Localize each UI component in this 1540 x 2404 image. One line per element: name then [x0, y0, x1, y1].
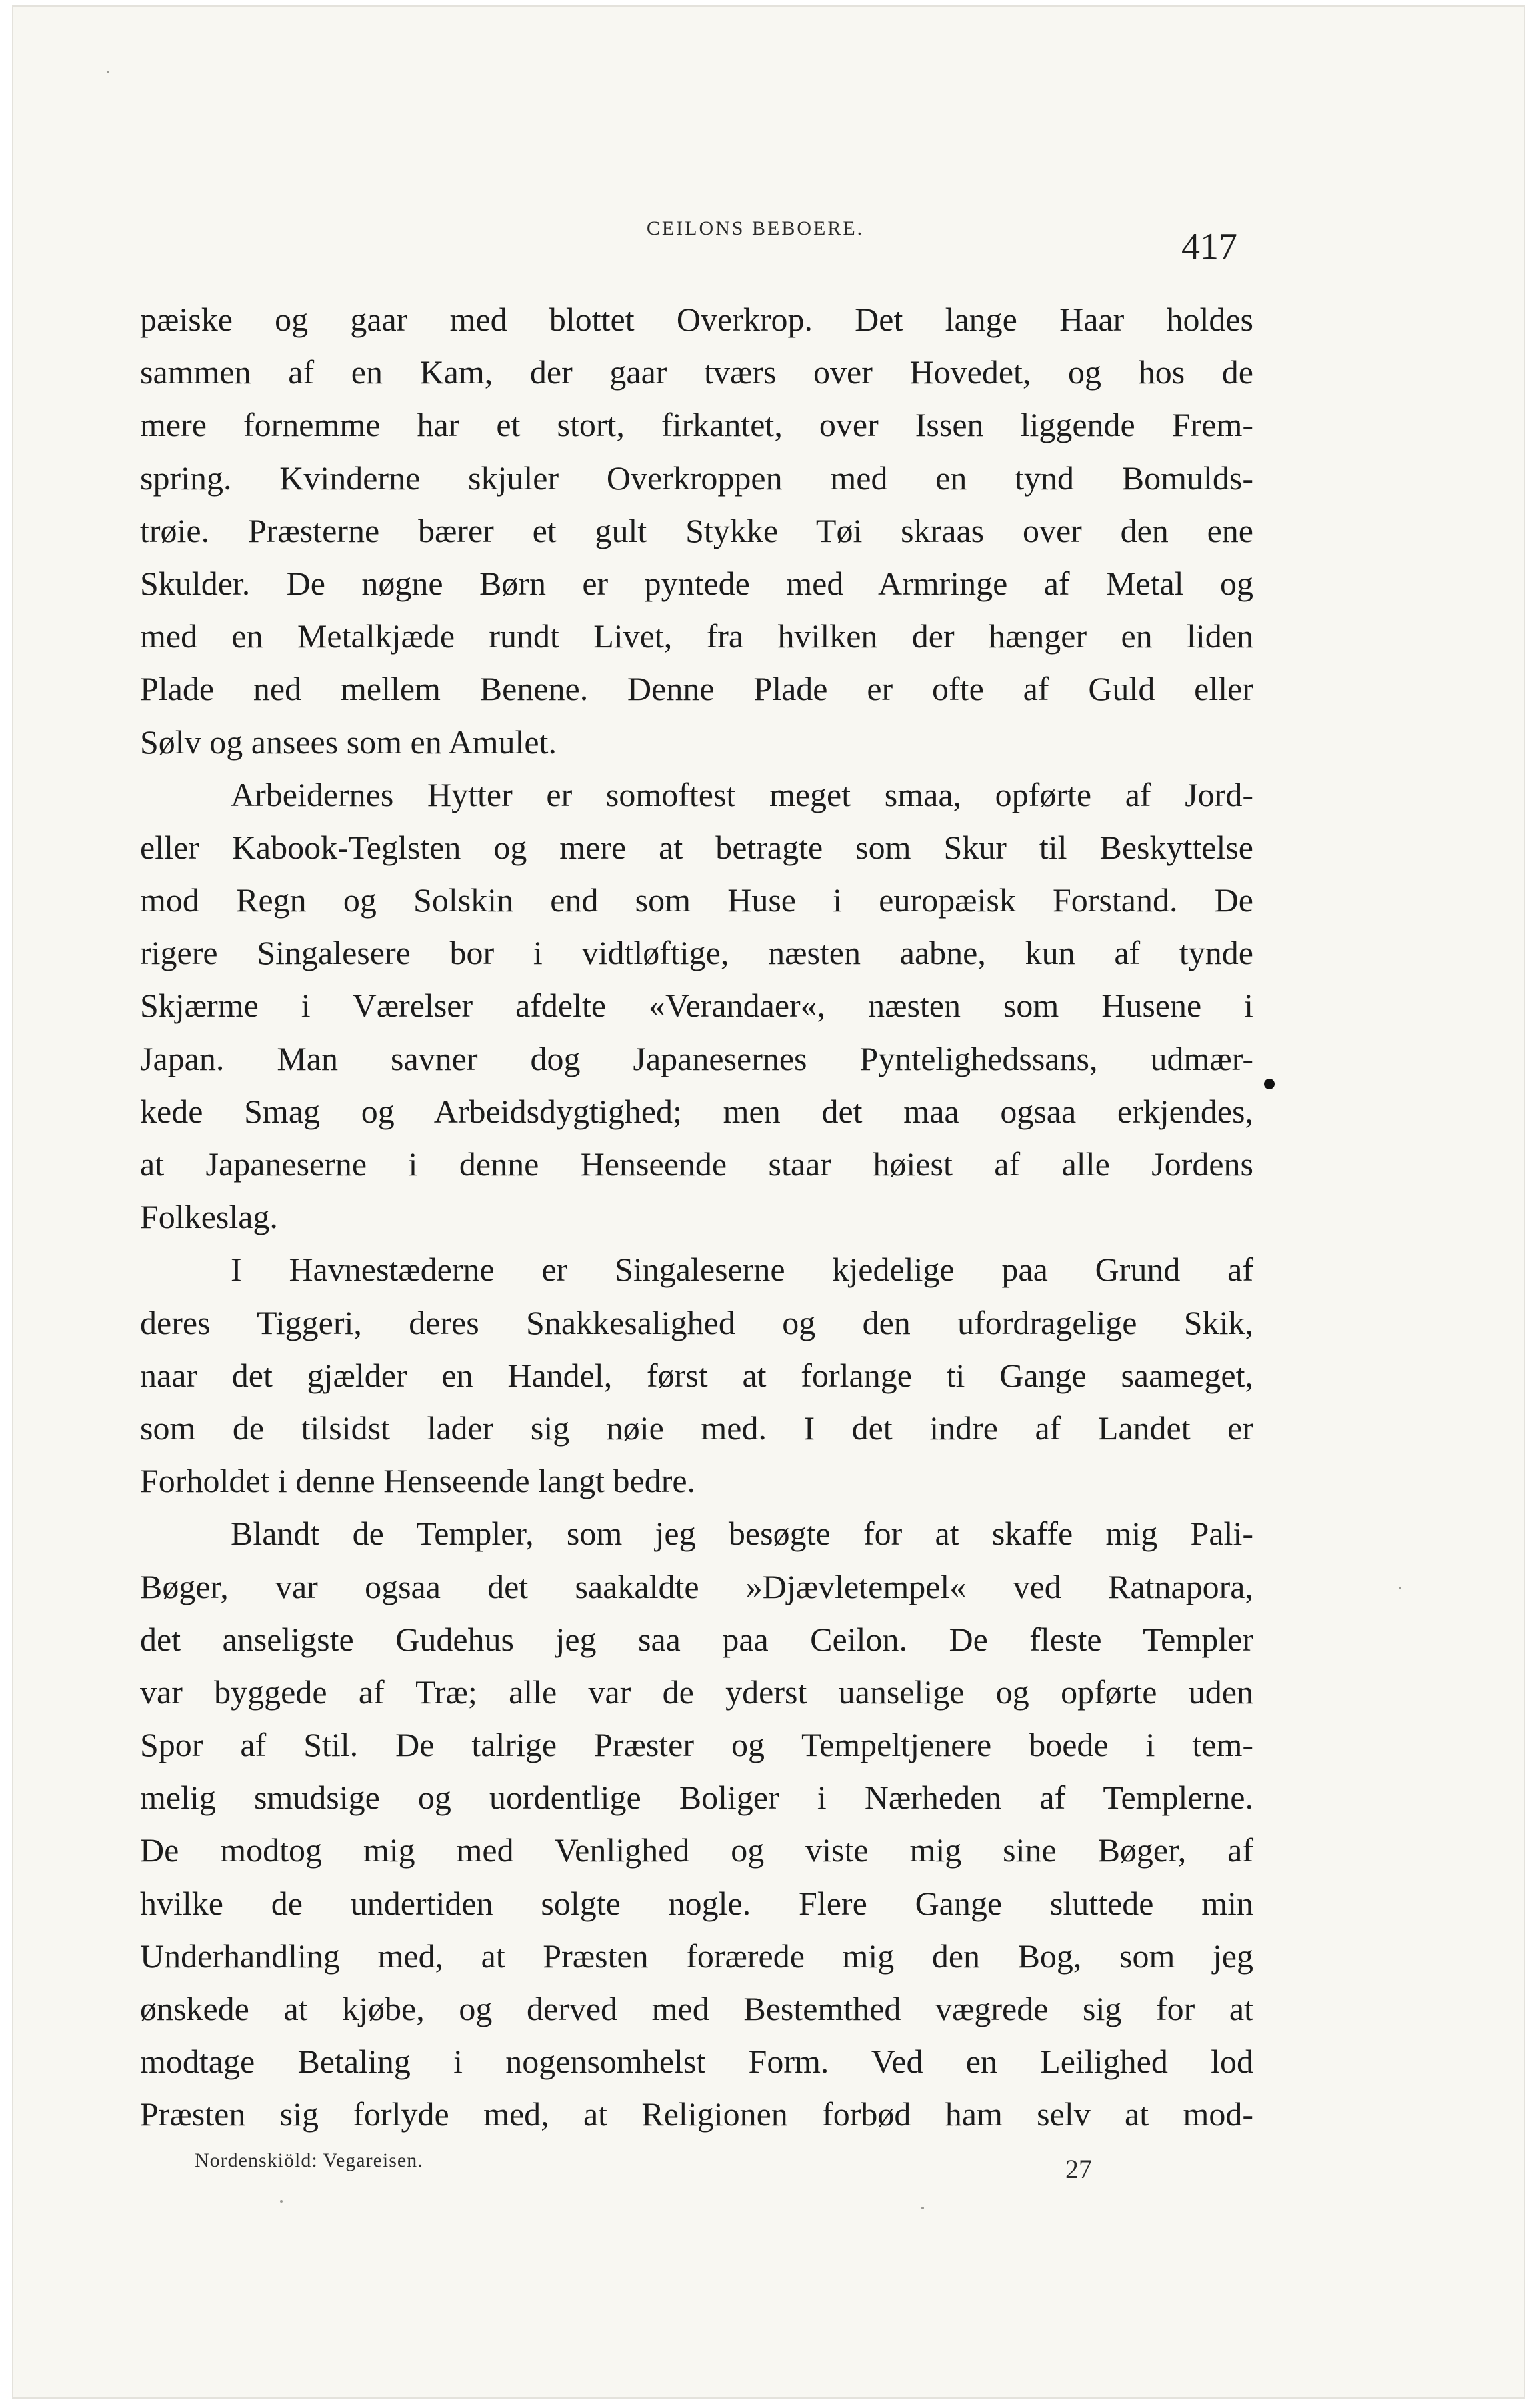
text-line: Underhandling med, at Præsten forærede mig den Bog, som jeg [140, 1937, 1253, 1975]
text-line: trøie. Præsterne bærer et gult Stykke Tøi skraas over den ene [140, 511, 1253, 549]
text-line: deres Tiggeri, deres Snakkesalighed og den ufordragelige Skik, [140, 1303, 1253, 1341]
text-line: eller Kabook-Teglsten og mere at betragte som Skur til Beskyttelse [140, 828, 1253, 866]
text-line: var byggede af Træ; alle var de yderst uanselige og opførte uden [140, 1673, 1253, 1711]
text-line: rigere Singalesere bor i vidtløftige, næsten aabne, kun af tynde [140, 934, 1253, 972]
text-line: mere fornemme har et stort, firkantet, over Issen liggende Frem- [140, 406, 1253, 444]
text-line: Sølv og ansees som en Amulet. [140, 723, 557, 761]
signature-mark: 27 [1065, 2154, 1092, 2184]
text-line: Blandt de Templer, som jeg besøgte for at skaffe mig Pali- [231, 1515, 1253, 1553]
text-line: naar det gjælder en Handel, først at forlange ti Gange saameget, [140, 1356, 1253, 1394]
text-line: Bøger, var ogsaa det saakaldte »Djævletempel« ved Ratnapora, [140, 1567, 1253, 1605]
text-line: Skjærme i Værelser afdelte «Verandaer«, næsten som Husene i [140, 987, 1253, 1025]
text-line: melig smudsige og uordentlige Boliger i Nærheden af Templerne. [140, 1779, 1253, 1817]
text-line: kede Smag og Arbeidsdygtighed; men det maa ogsaa erkjendes, [140, 1092, 1253, 1130]
text-line: Arbeidernes Hytter er somoftest meget smaa, opførte af Jord- [231, 775, 1253, 813]
text-line: Folkeslag. [140, 1198, 278, 1236]
text-line: modtage Betaling i nogensomhelst Form. Ved en Leilighed lod [140, 2043, 1253, 2081]
page-number: 417 [1181, 226, 1237, 267]
text-line: Japan. Man savner dog Japanesernes Pyntelighedssans, udmær- [140, 1039, 1253, 1077]
text-line: Spor af Stil. De talrige Præster og Tempeltjenere boede i tem- [140, 1726, 1253, 1764]
text-line: sammen af en Kam, der gaar tværs over Hovedet, og hos de [140, 353, 1253, 391]
text-line: De modtog mig med Venlighed og viste mig sine Bøger, af [140, 1831, 1253, 1869]
paper-speck [280, 2200, 283, 2203]
text-line: med en Metalkjæde rundt Livet, fra hvilken der hænger en liden [140, 617, 1253, 655]
ink-dot-mark [1264, 1079, 1275, 1089]
text-line: I Havnestæderne er Singaleserne kjedelige paa Grund af [231, 1251, 1253, 1289]
paper-speck [921, 2207, 924, 2209]
text-line: at Japaneserne i denne Henseende staar høiest af alle Jordens [140, 1145, 1253, 1183]
text-line: det anseligste Gudehus jeg saa paa Ceilon. De fleste Templer [140, 1620, 1253, 1658]
paper-speck [1399, 1587, 1401, 1589]
body-text [140, 293, 1253, 2141]
text-line: Præsten sig forlyde med, at Religionen forbød ham selv at mod- [140, 2095, 1253, 2133]
text-line: spring. Kvinderne skjuler Overkroppen med en tynd Bomulds- [140, 459, 1253, 497]
text-line: pæiske og gaar med blottet Overkrop. Det lange Haar holdes [140, 301, 1253, 338]
printer-signature: Nordenskiöld: Vegareisen. [195, 2149, 423, 2171]
text-line: som de tilsidst lader sig nøie med. I det indre af Landet er [140, 1409, 1253, 1447]
paper-speck [107, 71, 109, 73]
running-head: CEILONS BEBOERE. [646, 217, 865, 239]
text-line: mod Regn og Solskin end som Huse i europæisk Forstand. De [140, 881, 1253, 919]
text-line: Skulder. De nøgne Børn er pyntede med Armringe af Metal og [140, 564, 1253, 602]
text-line: Plade ned mellem Benene. Denne Plade er ofte af Guld eller [140, 670, 1253, 708]
text-line: Forholdet i denne Henseende langt bedre. [140, 1462, 696, 1500]
book-page [12, 5, 1525, 2399]
text-line: hvilke de undertiden solgte nogle. Flere Gange sluttede min [140, 1884, 1253, 1922]
text-line: ønskede at kjøbe, og derved med Bestemthed vægrede sig for at [140, 1990, 1253, 2027]
